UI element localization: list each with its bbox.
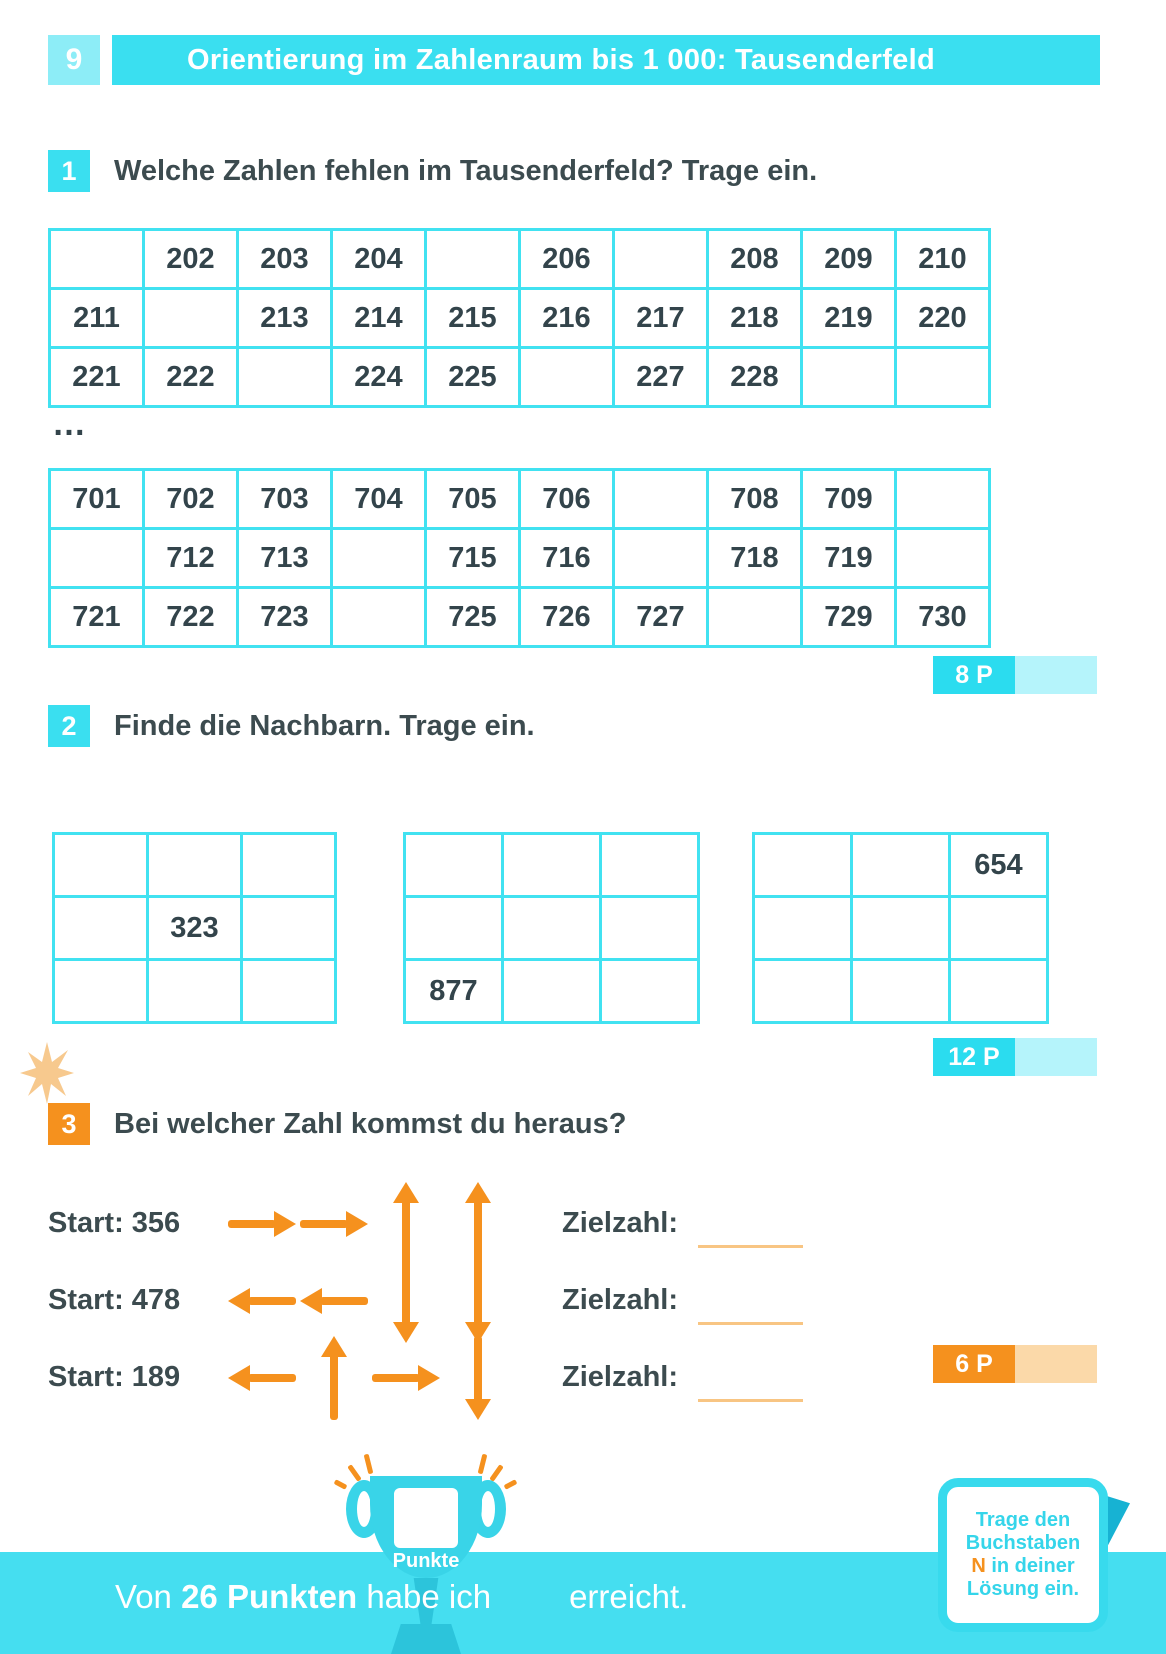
- grid-cell-number: 219: [803, 290, 894, 346]
- up-arrow-icon: [298, 1336, 370, 1420]
- grid-cell-number: 217: [615, 290, 706, 346]
- grid-cell-number: 723: [239, 589, 330, 645]
- down-arrow-icon: [442, 1336, 514, 1420]
- task3-points-label: 6 P: [933, 1345, 1015, 1383]
- grid-cell-number: 203: [239, 231, 330, 287]
- task3-number-badge: 3: [48, 1103, 90, 1145]
- grid-cell-number: 877: [406, 961, 501, 1021]
- grid-cell-number: 727: [615, 589, 706, 645]
- start-label: Start: 478: [48, 1284, 181, 1316]
- grid-cell-blank[interactable]: [51, 530, 142, 586]
- grid-cell-blank[interactable]: [602, 898, 697, 958]
- task1-title: Welche Zahlen fehlen im Tausenderfeld? Trage ein.: [114, 154, 818, 187]
- grid-cell-blank[interactable]: [406, 898, 501, 958]
- grid-cell-blank[interactable]: [504, 898, 599, 958]
- grid-cell-blank[interactable]: [243, 898, 334, 958]
- grid-cell-blank[interactable]: [755, 961, 850, 1021]
- task2-header: [48, 705, 535, 747]
- task1-points-badge: [933, 656, 1097, 694]
- grid-cell-number: 213: [239, 290, 330, 346]
- spark-icon: [347, 1464, 361, 1482]
- task2-title: Finde die Nachbarn. Trage ein.: [114, 709, 535, 742]
- spark-icon: [504, 1479, 518, 1490]
- grid-cell-number: 210: [897, 231, 988, 287]
- grid-cell-blank[interactable]: [406, 835, 501, 895]
- grid-cell-blank[interactable]: [803, 349, 894, 405]
- grid-cell-number: 654: [951, 835, 1046, 895]
- grid-cell-number: 704: [333, 471, 424, 527]
- grid-cell-number: 215: [427, 290, 518, 346]
- grid-cell-blank[interactable]: [853, 898, 948, 958]
- task3-header: [48, 1103, 626, 1145]
- task2-points-extension: [1015, 1038, 1097, 1076]
- grid-cell-blank[interactable]: [145, 290, 236, 346]
- grid-cell-blank[interactable]: [615, 231, 706, 287]
- grid-cell-blank[interactable]: [149, 961, 240, 1021]
- grid-cell-number: 228: [709, 349, 800, 405]
- start-label: Start: 356: [48, 1207, 181, 1239]
- grid-cell-number: 722: [145, 589, 236, 645]
- task3-row: [48, 1339, 848, 1416]
- task1-header: [48, 150, 817, 192]
- footer-middle: habe ich: [366, 1578, 492, 1615]
- grid-cell-blank[interactable]: [427, 231, 518, 287]
- footer-suffix: erreicht.: [569, 1578, 689, 1615]
- grid-cell-blank[interactable]: [602, 835, 697, 895]
- bubble-line-rest: in deiner: [985, 1555, 1075, 1577]
- grid-cell-number: 730: [897, 589, 988, 645]
- grid-cell-blank[interactable]: [615, 530, 706, 586]
- grid-cell-number: 202: [145, 231, 236, 287]
- down-arrow-icon: [442, 1259, 514, 1343]
- trophy-label: Punkte: [392, 1550, 460, 1572]
- task2-number-badge: 2: [48, 705, 90, 747]
- hint-speech-bubble: [938, 1478, 1108, 1632]
- zielzahl-answer-line[interactable]: [698, 1322, 803, 1325]
- footer-total-points: 26 Punkten: [181, 1578, 358, 1615]
- grid-cell-blank[interactable]: [709, 589, 800, 645]
- grid-cell-blank[interactable]: [755, 835, 850, 895]
- grid-cell-number: 709: [803, 471, 894, 527]
- task1-number-badge: 1: [48, 150, 90, 192]
- zielzahl-answer-line[interactable]: [698, 1245, 803, 1248]
- grid-cell-blank[interactable]: [55, 835, 146, 895]
- bubble-line: Trage den: [975, 1509, 1071, 1531]
- grid-cell-blank[interactable]: [755, 898, 850, 958]
- grid-cell-blank[interactable]: [504, 961, 599, 1021]
- grid-cell-blank[interactable]: [243, 835, 334, 895]
- bubble-line: Lösung ein.: [966, 1578, 1080, 1600]
- grid-cell-number: 227: [615, 349, 706, 405]
- task2-points-label: 12 P: [933, 1038, 1015, 1076]
- task3-points-badge: [933, 1345, 1097, 1383]
- grid-cell-number: 218: [709, 290, 800, 346]
- grid-cell-number: 726: [521, 589, 612, 645]
- grid-continuation-ellipsis: …: [52, 405, 88, 443]
- spark-icon: [489, 1464, 503, 1482]
- neighbor-grid-0: [52, 832, 337, 1024]
- right-arrow-icon: [298, 1182, 370, 1266]
- grid-cell-number: 214: [333, 290, 424, 346]
- grid-cell-number: 211: [51, 290, 142, 346]
- footer-score-sentence: [115, 1578, 688, 1616]
- grid-cell-number: 712: [145, 530, 236, 586]
- left-arrow-icon: [226, 1336, 298, 1420]
- bubble-line: [971, 1555, 1074, 1578]
- task3-row: [48, 1185, 848, 1262]
- task3-rows: [48, 1185, 848, 1416]
- spark-icon: [364, 1454, 374, 1475]
- grid-cell-number: 225: [427, 349, 518, 405]
- zielzahl-answer-line[interactable]: [698, 1399, 803, 1402]
- arrow-sequence: [226, 1259, 526, 1343]
- grid-cell-blank[interactable]: [55, 898, 146, 958]
- grid-cell-blank[interactable]: [951, 898, 1046, 958]
- grid-cell-number: 323: [149, 898, 240, 958]
- grid-cell-number: 703: [239, 471, 330, 527]
- grid-cell-blank[interactable]: [602, 961, 697, 1021]
- grid-cell-blank[interactable]: [149, 835, 240, 895]
- down-arrow-icon: [370, 1259, 442, 1343]
- page-number: 9: [48, 35, 100, 85]
- start-label: Start: 189: [48, 1361, 181, 1393]
- grid-cell-number: 204: [333, 231, 424, 287]
- task3-title: Bei welcher Zahl kommst du heraus?: [114, 1107, 627, 1140]
- bubble-line: Buchstaben: [965, 1532, 1081, 1554]
- grid-cell-number: 209: [803, 231, 894, 287]
- spark-icon: [478, 1454, 488, 1475]
- grid-cell-number: 715: [427, 530, 518, 586]
- spark-icon: [334, 1479, 348, 1490]
- grid-cell-number: 718: [709, 530, 800, 586]
- grid-cell-blank[interactable]: [897, 349, 988, 405]
- grid-cell-number: 713: [239, 530, 330, 586]
- task3-row: [48, 1262, 848, 1339]
- grid-cell-blank[interactable]: [951, 961, 1046, 1021]
- zielzahl-label: Zielzahl:: [562, 1284, 679, 1316]
- grid-cell-number: 208: [709, 231, 800, 287]
- grid-cell-blank[interactable]: [853, 835, 948, 895]
- right-arrow-icon: [370, 1336, 442, 1420]
- grid-cell-blank[interactable]: [239, 349, 330, 405]
- task2-points-badge: [933, 1038, 1097, 1076]
- grid-cell-number: 221: [51, 349, 142, 405]
- grid-cell-blank[interactable]: [55, 961, 146, 1021]
- bubble-letter: N: [971, 1555, 986, 1577]
- grid-cell-blank[interactable]: [897, 471, 988, 527]
- grid-cell-number: 716: [521, 530, 612, 586]
- footer-prefix: Von: [115, 1578, 172, 1615]
- neighbor-grid-2: [752, 832, 1049, 1024]
- grid-cell-blank[interactable]: [243, 961, 334, 1021]
- grid-cell-blank[interactable]: [51, 231, 142, 287]
- up-arrow-icon: [370, 1182, 442, 1266]
- grid-cell-blank[interactable]: [615, 471, 706, 527]
- task1-points-extension: [1015, 656, 1097, 694]
- arrow-sequence: [226, 1336, 526, 1420]
- grid-cell-blank[interactable]: [333, 530, 424, 586]
- arrow-sequence: [226, 1182, 526, 1266]
- trophy-cup-window: [394, 1488, 458, 1548]
- grid-cell-blank[interactable]: [504, 835, 599, 895]
- grid-cell-number: 222: [145, 349, 236, 405]
- grid-cell-number: 705: [427, 471, 518, 527]
- grid-cell-number: 216: [521, 290, 612, 346]
- grid-cell-number: 702: [145, 471, 236, 527]
- left-arrow-icon: [226, 1259, 298, 1343]
- grid-cell-number: 706: [521, 471, 612, 527]
- trophy-icon: [338, 1448, 514, 1654]
- task1-grid-top: [48, 228, 991, 408]
- grid-cell-blank[interactable]: [333, 589, 424, 645]
- neighbor-grid-1: [403, 832, 700, 1024]
- trophy-base: [391, 1624, 461, 1654]
- grid-cell-number: 725: [427, 589, 518, 645]
- grid-cell-number: 729: [803, 589, 894, 645]
- task1-grid-bottom: [48, 468, 991, 648]
- task1-points-label: 8 P: [933, 656, 1015, 694]
- grid-cell-blank[interactable]: [521, 349, 612, 405]
- grid-cell-number: 708: [709, 471, 800, 527]
- star-icon: [20, 1042, 74, 1109]
- grid-cell-number: 721: [51, 589, 142, 645]
- zielzahl-label: Zielzahl:: [562, 1361, 679, 1393]
- right-arrow-icon: [226, 1182, 298, 1266]
- up-arrow-icon: [442, 1182, 514, 1266]
- zielzahl-label: Zielzahl:: [562, 1207, 679, 1239]
- grid-cell-blank[interactable]: [853, 961, 948, 1021]
- grid-cell-number: 206: [521, 231, 612, 287]
- grid-cell-number: 220: [897, 290, 988, 346]
- grid-cell-number: 701: [51, 471, 142, 527]
- grid-cell-number: 719: [803, 530, 894, 586]
- left-arrow-icon: [298, 1259, 370, 1343]
- page-title: Orientierung im Zahlenraum bis 1 000: Tausenderfeld: [112, 35, 1100, 85]
- grid-cell-blank[interactable]: [897, 530, 988, 586]
- grid-cell-number: 224: [333, 349, 424, 405]
- task3-points-extension: [1015, 1345, 1097, 1383]
